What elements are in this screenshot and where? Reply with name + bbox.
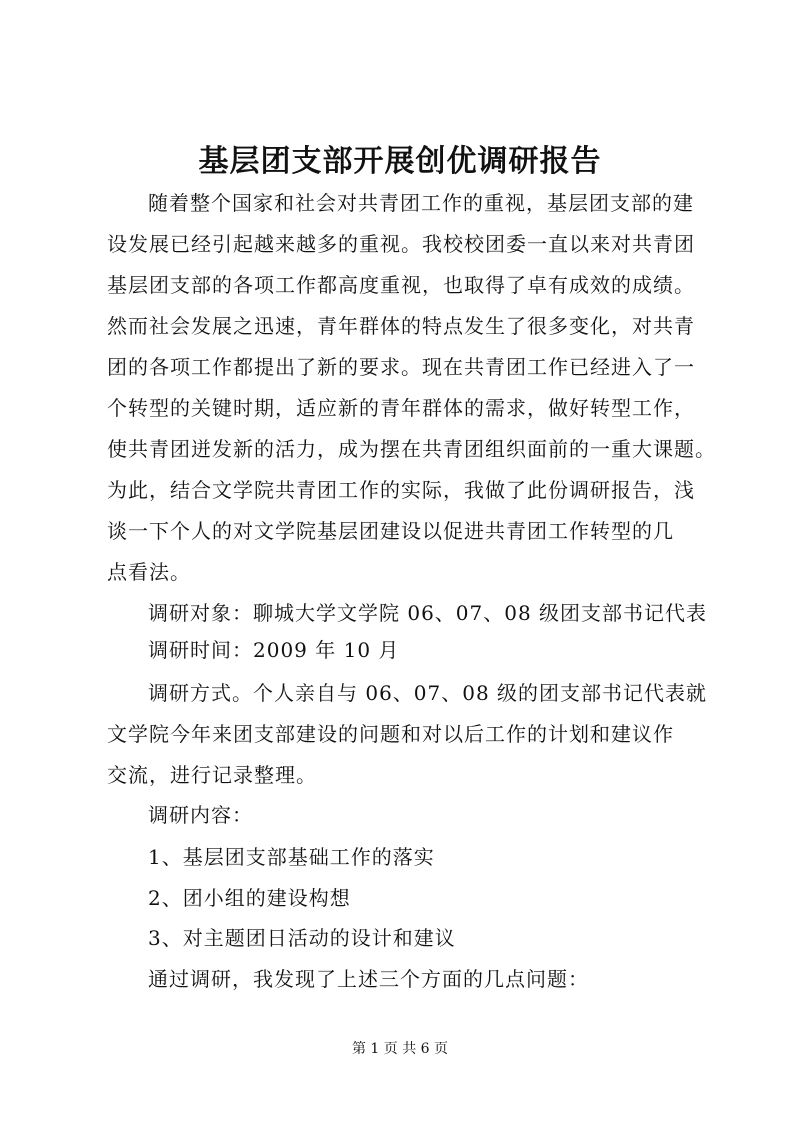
survey-content-heading: 调研内容： bbox=[148, 803, 253, 827]
list-item: 2、团小组的建设构想 bbox=[148, 886, 351, 910]
paragraph-line: 随着整个国家和社会对共青团工作的重视，基层团支部的建 bbox=[148, 191, 694, 215]
survey-method-line: 调研方式。个人亲自与 06、07、08 级的团支部书记代表就 bbox=[148, 681, 708, 705]
list-item: 1、基层团支部基础工作的落实 bbox=[148, 845, 435, 869]
conclusion-line: 通过调研，我发现了上述三个方面的几点问题： bbox=[148, 967, 589, 991]
paragraph-line: 个转型的关键时期，适应新的青年群体的需求，做好转型工作， bbox=[107, 396, 695, 420]
paragraph-line: 交流，进行记录整理。 bbox=[107, 763, 317, 787]
paragraph-line: 然而社会发展之迅速，青年群体的特点发生了很多变化，对共青 bbox=[107, 314, 695, 338]
paragraph-line: 设发展已经引起越来越多的重视。我校校团委一直以来对共青团 bbox=[107, 232, 695, 256]
paragraph-line: 使共青团迸发新的活力，成为摆在共青团组织面前的一重大课题。 bbox=[107, 437, 716, 461]
survey-subject-line: 调研对象：聊城大学文学院 06、07、08 级团支部书记代表 bbox=[148, 601, 708, 625]
paragraph-line: 文学院今年来团支部建设的问题和对以后工作的计划和建议作 bbox=[107, 722, 674, 746]
document-title: 基层团支部开展创优调研报告 bbox=[198, 144, 602, 179]
survey-time-line: 调研时间：2009 年 10 月 bbox=[148, 638, 400, 662]
list-item: 3、对主题团日活动的设计和建议 bbox=[148, 926, 456, 950]
paragraph-line: 点看法。 bbox=[107, 560, 191, 584]
paragraph-line: 谈一下个人的对文学院基层团建设以促进共青团工作转型的几 bbox=[107, 519, 674, 543]
paragraph-line: 团的各项工作都提出了新的要求。现在共青团工作已经进入了一 bbox=[107, 355, 695, 379]
paragraph-line: 为此，结合文学院共青团工作的实际，我做了此份调研报告，浅 bbox=[107, 478, 695, 502]
paragraph-line: 基层团支部的各项工作都高度重视，也取得了卓有成效的成绩。 bbox=[107, 273, 695, 297]
page-footer: 第 1 页 共 6 页 bbox=[351, 1041, 449, 1057]
